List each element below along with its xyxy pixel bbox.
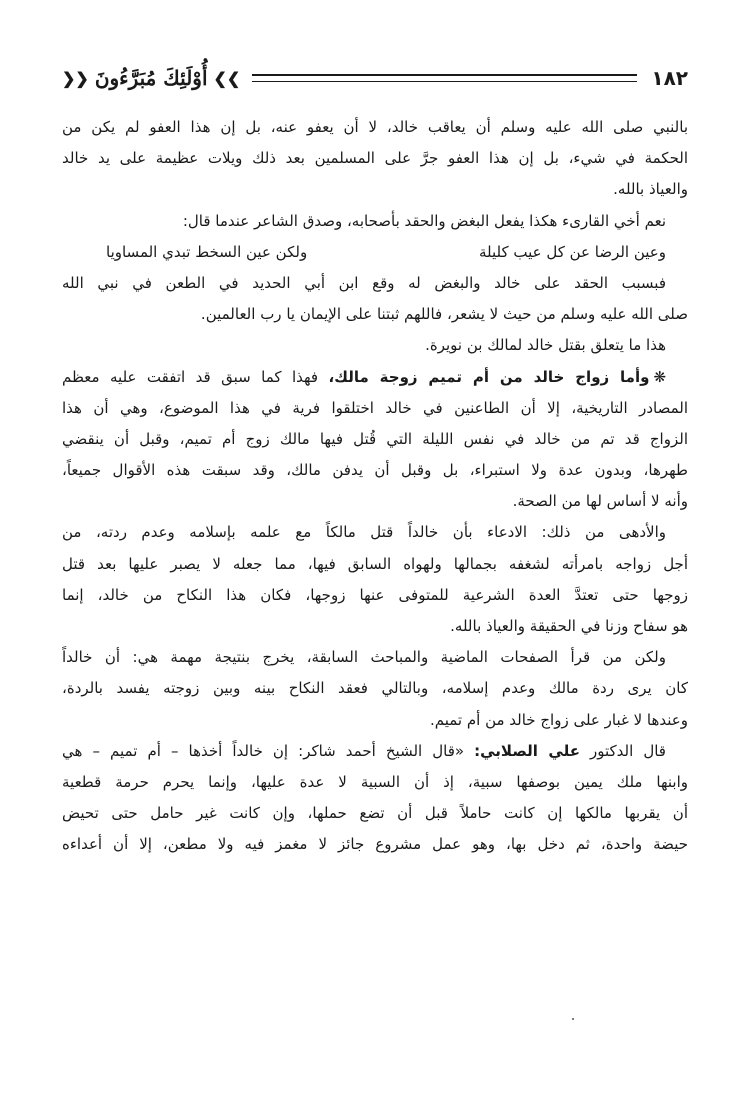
- verse-first-hemistich: وعين الرضا عن كل عيب كليلة: [478, 242, 666, 261]
- poetry-verse: [62, 237, 688, 268]
- p5-line-2: المصادر التاريخية، إلا أن الطاعنين في خالد اختلقوا فرية في هذا الموضوع، وهي أن هذا: [62, 398, 688, 417]
- p4-line: هذا ما يتعلق بقتل خالد لمالك بن نويرة.: [425, 336, 666, 355]
- p8-lead: قال الدكتور: [579, 741, 666, 760]
- ornament-right-icon: ❯❯: [213, 68, 241, 88]
- p5-line-3: الزواج قد تم من خالد في نفس الليلة التي قُتل فيها مالك زوج أم تميم، وقبل أن ينقضي: [62, 429, 688, 448]
- p7-line-3: وعندها لا غبار على زواج خالد من أم تميم.: [429, 710, 688, 729]
- p8-line-2: وابنها ملك يمين بوصفها سبية، إذ أن السبية لا عدة عليها، وإنما يحرم حرمة قطعية: [62, 772, 688, 791]
- p3-line-1: فبسبب الحقد على خالد والبغض له وقع ابن أبي الحديد في الطعن في نبي الله: [62, 273, 666, 292]
- page-number: ١٨٢: [651, 66, 688, 90]
- p5-bold-lead: وأما زواج خالد من أم تميم زوجة مالك،: [328, 367, 650, 386]
- running-header: [62, 58, 688, 98]
- p5-line-5: وأنه لا أساس لها من الصحة.: [512, 492, 688, 511]
- p1-line-2: الحكمة في شيء، بل إن هذا العفو جرَّ على المسلمين بعد ذلك ويلات عظيمة على يد خالد: [62, 149, 688, 168]
- body-text: [62, 112, 688, 861]
- p5-line-1-rest: فهذا كما سبق قد اتفقت عليه معظم: [62, 367, 329, 386]
- p6-line-1: والأدهى من ذلك: الادعاء بأن خالداً قتل مالكاً مع علمه بإسلامه وعدم ردته، من: [62, 523, 666, 542]
- p6-line-3: زوجها حتى تعتدَّ العدة الشرعية للمتوفى عنها زوجها، فكان هذا النكاح من خالد، إنما: [62, 585, 688, 604]
- p2-line: نعم أخي القارىء هكذا يفعل البغض والحقد بأصحابه، وصدق الشاعر عندما قال:: [182, 211, 666, 230]
- verse-second-hemistich: ولكن عين السخط تبدي المساويا: [106, 242, 308, 261]
- p8-bold-name: علي الصلابي:: [474, 741, 580, 760]
- header-rule: [252, 74, 637, 82]
- p6-line-2: أجل زواجه بامرأته لشغفه بجمالها ولهواه السابق فيها، مما جعله لا يصبر عليها بعد قتل: [62, 554, 688, 573]
- p5-line-4: طهرها، وبدون عدة ولا استبراء، بل وقبل أن يدفن مالك، وقد سبقت هذه الأقوال جميعاً،: [62, 461, 688, 480]
- p7-line-1: ولكن من قرأ الصفحات الماضية والمباحث السابقة، يخرج بنتيجة مهمة هي: أن خالداً: [62, 648, 666, 667]
- scan-speck: [572, 1018, 574, 1020]
- p3-line-2: صلى الله عليه وسلم من حيث لا يشعر، فاللهم ثبتنا على الإيمان يا رب العالمين.: [200, 305, 688, 324]
- p5-line-1: [62, 362, 688, 393]
- star-icon: ❋: [653, 367, 667, 386]
- p8-line-1: [62, 736, 688, 767]
- p7-line-2: كان يرى ردة مالك وعدم إسلامه، وبالتالي فعقد النكاح بينه وبين زوجته يفسد بالردة،: [62, 679, 688, 698]
- p8-line-1-rest: «قال الشيخ أحمد شاكر: إن خالداً أخذها – أم تميم – هي: [62, 741, 475, 760]
- p8-line-3: أن يقربها مالكها إن كانت حاملاً قبل أن تضع حملها، وإن كانت غير حامل حتى تحيض: [62, 804, 688, 823]
- book-title-text: أُوْلَئِكَ مُبَرَّءُونَ: [94, 66, 208, 90]
- p1-line-3: والعياذ بالله.: [613, 180, 688, 199]
- ornament-left-icon: ❮❮: [62, 68, 89, 88]
- running-title: [62, 66, 240, 90]
- p1-line-1: بالنبي صلى الله عليه وسلم أن يعاقب خالد، لا أن يعفو عنه، بل إن هذا العفو لم يكن من: [62, 118, 688, 136]
- p8-line-4: حيضة واحدة، ثم دخل بها، وهو عمل مشروع جائز لا مغمز فيه ولا مطعن، إلا أن أعداءه: [62, 835, 688, 854]
- p6-line-4: هو سفاح وزنا في الحقيقة والعياذ بالله.: [450, 617, 688, 635]
